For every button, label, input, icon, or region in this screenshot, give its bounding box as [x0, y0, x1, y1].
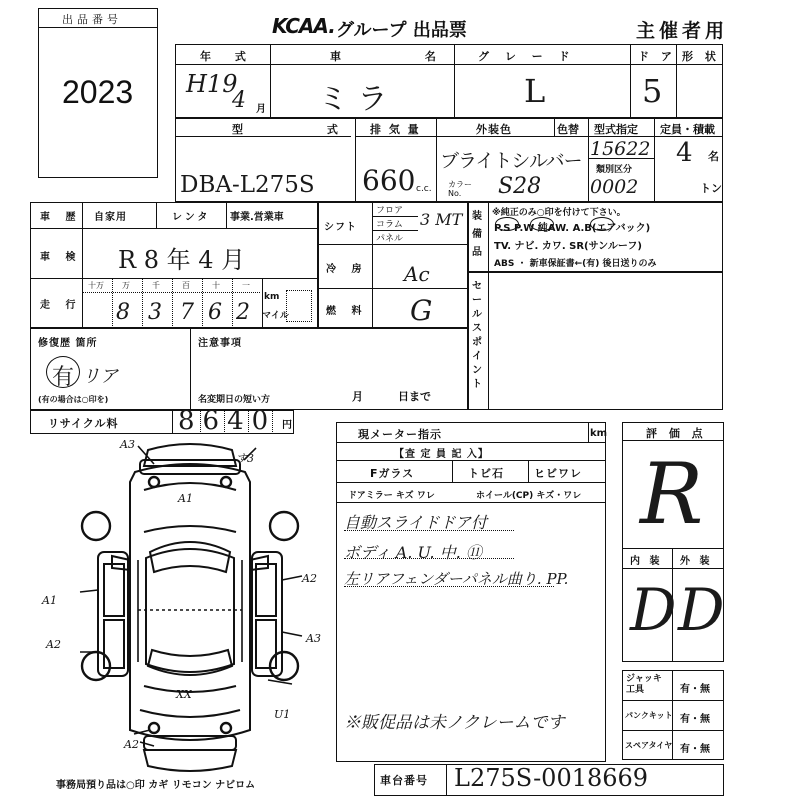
- sales-point-section: [468, 272, 723, 410]
- month-unit: 月: [256, 104, 266, 115]
- type-designation-label: 型式指定: [594, 123, 638, 136]
- car-diagram: [40, 440, 340, 780]
- fuel-label: 燃 料: [326, 306, 368, 317]
- mileage-digit-2: 3: [148, 300, 162, 325]
- grade-value: R: [640, 445, 704, 543]
- crack-label: ヒビワレ: [534, 467, 582, 480]
- displacement-value: 660: [362, 164, 416, 197]
- type-designation-value: 15622: [590, 138, 651, 160]
- recycle-unit: 円: [282, 420, 292, 431]
- spare-tire-label: スペアタイヤ: [625, 741, 673, 750]
- digit-header-100: 百: [182, 281, 190, 290]
- lot-number-label: 出品番号: [62, 13, 122, 26]
- door-label: ド ア: [638, 50, 676, 63]
- recycle-value: 8640: [178, 406, 277, 436]
- meter-unit: km: [590, 428, 608, 439]
- mileage-digit-5: 2: [236, 300, 250, 325]
- puncture-kit-value: 有・無: [680, 714, 710, 725]
- jack-label: ジャッキ工具: [626, 674, 662, 695]
- shift-column: コラム: [376, 220, 403, 230]
- displacement-unit: c.c.: [416, 184, 432, 194]
- unit-km: km: [264, 292, 280, 302]
- equipment-line3: ABS ・ 新車保証書←(有) 後日送りのみ: [494, 259, 657, 269]
- meter-note-2: ボディ A. U. 中. ⑪: [344, 543, 482, 562]
- exterior-value: D: [678, 576, 725, 644]
- form-title: グループ 出品票: [336, 20, 467, 41]
- history-rental: レンタ: [172, 212, 211, 223]
- month-value: 4: [232, 88, 246, 113]
- shift-panel: パネル: [376, 234, 404, 244]
- history-private: 自家用: [94, 212, 127, 223]
- mark-rear-xx: XX: [176, 688, 192, 701]
- deadline-month: 月: [352, 390, 363, 403]
- meter-note-4: ※販促品は未ノクレームです: [344, 713, 565, 733]
- recycle-label: リサイクル料: [48, 417, 119, 430]
- mileage-digit-1: 8: [116, 300, 130, 325]
- unit-mile: マイル: [262, 311, 289, 321]
- repair-label: 修復歴 箇所: [38, 338, 98, 349]
- sales-point-label: セールスポイント: [472, 281, 482, 390]
- grade-label: グ レ ー ド: [478, 50, 576, 63]
- mileage-digit-3: 7: [180, 300, 194, 325]
- front-glass-label: Fガラス: [370, 467, 415, 480]
- shift-label: シフト: [324, 222, 357, 233]
- class-value: 0002: [590, 176, 639, 198]
- ac-label: 冷 房: [326, 264, 368, 275]
- repair-location: リア: [82, 366, 118, 387]
- chassis-label: 車台番号: [380, 774, 428, 787]
- meter-note-1: 自動スライドドア付: [344, 513, 488, 532]
- grade-value: L: [524, 72, 546, 110]
- grade-label: 評 価 点: [646, 427, 707, 440]
- year-label: 年 式: [200, 50, 256, 63]
- meter-label: 現メーター指示: [358, 428, 442, 441]
- shift-value: 3 MT: [420, 210, 463, 229]
- shift-floor: フロア: [376, 206, 404, 216]
- exterior-color-label: 外装色: [476, 123, 512, 136]
- car-name-label: 車 名: [330, 50, 476, 63]
- meter-note-3: 左リアフェンダーパネル曲り. PP.: [344, 570, 569, 588]
- digit-header-1k: 千: [152, 281, 160, 290]
- spare-tire-value: 有・無: [680, 744, 710, 755]
- deadline-day: 日まで: [398, 390, 431, 403]
- exterior-color-value: ブライトシルバー: [440, 150, 582, 172]
- mark-front-top: A3: [120, 438, 135, 451]
- digit-header-10: 十: [212, 281, 220, 290]
- fuel-value: G: [410, 294, 433, 327]
- interior-label: 内 装: [630, 556, 663, 567]
- copy-type: 主催者用: [636, 20, 729, 42]
- inspection-label: 車 検: [40, 252, 82, 263]
- capacity-label: 定員・積載: [660, 123, 715, 136]
- history-business: 事業.営業車: [230, 212, 284, 223]
- car-name-value: ミ ラ: [318, 82, 388, 117]
- mark-hood: A1: [178, 492, 193, 505]
- digit-header-10k: 万: [122, 281, 130, 290]
- color-code-label: カラーNo.: [448, 180, 472, 198]
- door-value: 5: [642, 72, 663, 110]
- mileage-label: 走 行: [40, 300, 82, 311]
- puncture-kit-label: パンクキット: [625, 711, 673, 720]
- repair-note: (有の場合は○印を): [38, 395, 109, 404]
- equipment-line1: P.S P.W 純AW. A.B(エアバック): [494, 223, 651, 234]
- ac-value: Ac: [404, 262, 430, 286]
- year-value: H19: [186, 70, 238, 98]
- mileage-digit-4: 6: [208, 300, 222, 325]
- inspection-value: R 8 年 4 月: [118, 246, 246, 274]
- wheel-label: ホイール(CP) キズ・ワレ: [476, 491, 582, 501]
- load-unit: トン: [700, 182, 722, 195]
- color-code-value: S28: [498, 174, 542, 199]
- equipment-note: ※純正のみ○印を付けて下さい。: [492, 208, 626, 218]
- footer-note: 事務局預り品は○印 カギ リモコン ナビロム: [56, 780, 256, 791]
- exterior-label: 外 装: [680, 556, 713, 567]
- mark-rear-bottom: A2: [124, 738, 139, 751]
- mark-right-front: A2: [302, 572, 317, 585]
- jack-value: 有・無: [680, 684, 710, 695]
- model-value: DBA-L275S: [180, 172, 315, 198]
- capacity-value: 4: [676, 138, 693, 168]
- shape-label: 形 状: [682, 50, 720, 63]
- digit-header-100k: 十万: [88, 281, 104, 290]
- notice-label: 注意事項: [198, 338, 242, 349]
- equipment-line2: TV. ナビ. カワ. SR(サンルーフ): [494, 241, 642, 252]
- color-change-label: 色替: [557, 123, 579, 136]
- chip-label: トビ石: [468, 467, 504, 480]
- mark-left-front: A1: [42, 594, 57, 607]
- repair-value: 有: [52, 365, 75, 390]
- mark-left-rear: A2: [46, 638, 61, 651]
- interior-value: D: [630, 576, 677, 644]
- digit-header-1: 一: [242, 281, 250, 290]
- equipment-label: 装備品: [472, 211, 482, 258]
- door-mirror-label: ドアミラー キズ ワレ: [348, 491, 435, 501]
- inspector-label: 【査 定 員 記 入】: [394, 449, 489, 460]
- capacity-unit: 名: [708, 150, 719, 163]
- brand-logo: KCAA.: [272, 14, 335, 38]
- mark-top-right: す3: [236, 452, 254, 465]
- model-label: 型 式: [232, 123, 378, 136]
- deadline-label: 名変期日の短い方: [198, 395, 271, 405]
- displacement-label: 排 気 量: [370, 123, 421, 136]
- class-label: 類別区分: [596, 165, 633, 175]
- lot-number: 2023: [62, 74, 134, 110]
- chassis-value: L275S-0018669: [454, 764, 649, 792]
- mark-right-door: A3: [306, 632, 321, 645]
- history-label: 車 歴: [40, 212, 82, 223]
- mark-rear-right: U1: [274, 708, 291, 721]
